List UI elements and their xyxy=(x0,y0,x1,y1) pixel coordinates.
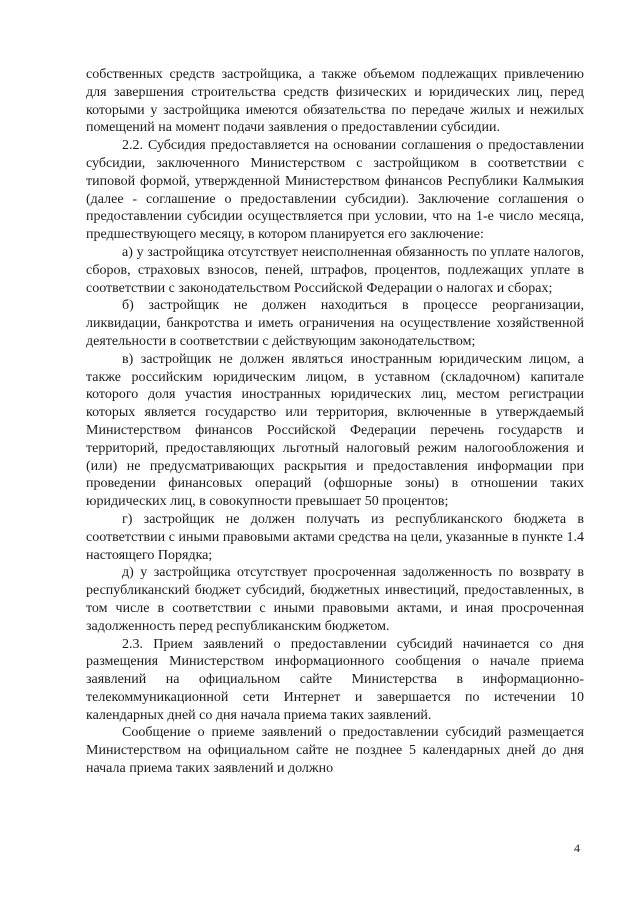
paragraph-2-3: 2.3. Прием заявлений о предоставлении субсидий начинается со дня размещения Министерством информационного сообщения о начале приема заявлений на официальном сайте Министерства в информационно-телекоммуникационной сети Интернет и завершается по истечении 10 календарных дней со дня начала приема таких заявлений. xyxy=(86,636,584,723)
paragraph-item-b: б) застройщик не должен находиться в процессе реорганизации, ликвидации, банкротства и иметь ограничения на осуществление хозяйственной деятельности в соответствии с действующим законодательством; xyxy=(86,298,584,349)
page-number: 4 xyxy=(574,841,580,855)
paragraph-announcement: Сообщение о приеме заявлений о предоставлении субсидий размещается Министерством на официальном сайте не позднее 5 календарных дней до дня начала приема таких заявлений и должно xyxy=(86,725,584,777)
paragraph-continuation: собственных средств застройщика, а также объемом подлежащих привлечению для завершения строительства средств физических и юридических лиц, перед которыми у застройщика имеются обязательства по передаче жилых и нежилых помещений на момент подачи заявления о предоставлении субсидии. xyxy=(86,67,584,136)
paragraph-item-v: в) застройщик не должен являться иностранным юридическим лицом, а также российским юридическим лицом, в уставном (складочном) капитале которого доля участия иностранных юридических лиц, местом регистрации которых является государство или территория, включенные в утверждаемый Министерством финансов Российской Федерации перечень государств и территорий, предоставляющих льготный налоговый режим налогообложения и (или) не предусматривающих раскрытия и предоставления информации при проведении финансовых операций (офшорные зоны) в отношении таких юридических лиц, в совокупности превышает 50 процентов; xyxy=(86,351,584,510)
paragraph-2-2: 2.2. Субсидия предоставляется на основании соглашения о предоставлении субсидии, заключенного Министерством с застройщиком в соответствии с типовой формой, утвержденной Министерством финансов Республики Калмыкия (далее - соглашение о предоставлении субсидии). Заключение соглашения о предоставлении субсидии осуществляется при условии, что на 1-е число месяца, предшествующего месяцу, в котором планируется его заключение: xyxy=(86,138,584,243)
document-body xyxy=(86,66,584,778)
paragraph-item-g: г) застройщик не должен получать из республиканского бюджета в соответствии с иными правовыми актами средства на цели, указанные в пункте 1.4 настоящего Порядка; xyxy=(86,511,584,563)
paragraph-item-a: а) у застройщика отсутствует неисполненная обязанность по уплате налогов, сборов, страховых взносов, пеней, штрафов, процентов, подлежащих уплате в соответствии с законодательством Российской Федерации о налогах и сборах; xyxy=(86,244,584,296)
paragraph-item-d: д) у застройщика отсутствует просроченная задолженность по возврату в республиканский бюджет субсидий, бюджетных инвестиций, предоставленных, в том числе в соответствии с иными правовыми актами, и иная просроченная задолженность перед республиканским бюджетом. xyxy=(86,565,584,634)
